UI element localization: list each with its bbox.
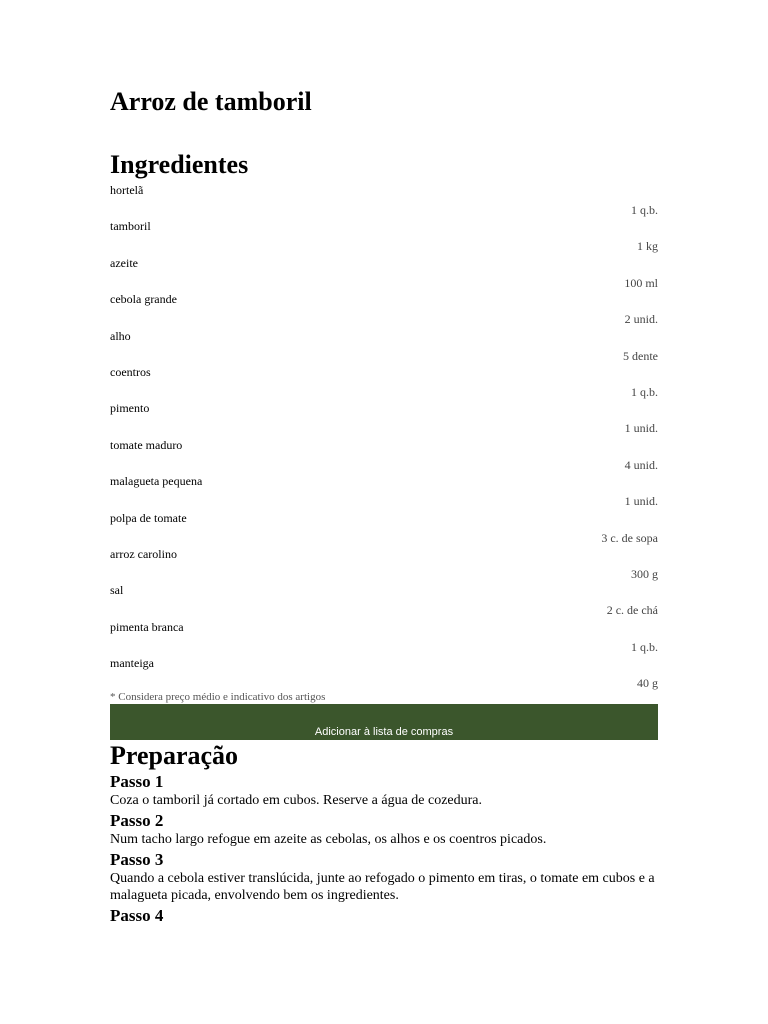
preparation-steps xyxy=(110,772,658,926)
ingredient-name: azeite xyxy=(110,255,138,270)
ingredient-name: pimento xyxy=(110,401,150,416)
ingredient-row xyxy=(110,438,658,474)
ingredient-row xyxy=(110,511,658,547)
ingredient-row xyxy=(110,292,658,328)
price-note: * Considera preço médio e indicativo dos artigos xyxy=(110,691,326,703)
ingredient-quantity: 2 unid. xyxy=(624,312,658,327)
ingredient-quantity: 1 q.b. xyxy=(631,203,658,217)
ingredient-quantity: 1 unid. xyxy=(624,421,658,436)
ingredient-quantity: 2 c. de chá xyxy=(606,603,658,618)
ingredient-row xyxy=(110,401,658,437)
ingredient-quantity: 1 kg xyxy=(637,239,658,254)
recipe-title: Arroz de tamboril xyxy=(110,87,312,116)
step-item xyxy=(110,811,658,848)
add-to-shopping-list-button[interactable] xyxy=(110,704,658,740)
ingredient-row xyxy=(110,620,658,656)
ingredient-name: alho xyxy=(110,328,131,343)
step-text: Quando a cebola estiver translúcida, junte ao refogado o pimento em tiras, o tomate em cubos e a malagueta picada, envolvendo bem os ingredientes. xyxy=(110,871,655,903)
ingredients-heading: Ingredientes xyxy=(110,150,249,179)
ingredient-quantity: 4 unid. xyxy=(624,457,658,472)
ingredient-quantity: 300 g xyxy=(631,566,658,581)
ingredient-quantity: 3 c. de sopa xyxy=(601,530,658,545)
ingredient-name: tamboril xyxy=(110,219,151,234)
ingredient-name: malagueta pequena xyxy=(110,474,203,489)
ingredient-name: manteiga xyxy=(110,656,154,671)
ingredient-row xyxy=(110,365,658,401)
ingredient-quantity: 100 ml xyxy=(624,275,658,290)
ingredient-name: hortelã xyxy=(110,183,144,197)
ingredient-row xyxy=(110,583,658,619)
ingredient-row xyxy=(110,256,658,292)
ingredient-row xyxy=(110,474,658,510)
ingredient-name: tomate maduro xyxy=(110,437,183,452)
preparation-heading: Preparação xyxy=(110,741,239,770)
step-title: Passo 1 xyxy=(110,772,164,791)
step-text: Num tacho largo refogue em azeite as cebolas, os alhos e os coentros picados. xyxy=(110,832,547,847)
ingredient-quantity: 5 dente xyxy=(623,348,658,363)
ingredient-row xyxy=(110,656,658,692)
step-item xyxy=(110,850,658,904)
ingredient-name: polpa de tomate xyxy=(110,510,187,525)
ingredient-row xyxy=(110,219,658,255)
ingredient-quantity: 1 q.b. xyxy=(631,639,658,654)
step-item xyxy=(110,906,658,926)
ingredient-quantity: 1 q.b. xyxy=(631,384,658,399)
ingredient-quantity: 1 unid. xyxy=(624,494,658,509)
ingredient-row xyxy=(110,183,658,219)
step-title: Passo 3 xyxy=(110,850,164,869)
ingredient-name: pimenta branca xyxy=(110,619,184,634)
add-to-shopping-list-label: Adicionar à lista de compras xyxy=(314,726,454,738)
ingredient-name: arroz carolino xyxy=(110,546,177,561)
step-text: Coza o tamboril já cortado em cubos. Reserve a água de cozedura. xyxy=(110,793,483,808)
ingredient-quantity: 40 g xyxy=(637,676,658,691)
step-item xyxy=(110,772,658,809)
step-title: Passo 4 xyxy=(110,906,164,925)
step-title: Passo 2 xyxy=(110,811,164,830)
ingredients-list xyxy=(110,183,658,692)
ingredient-name: cebola grande xyxy=(110,292,177,307)
ingredient-name: coentros xyxy=(110,364,151,379)
ingredient-row xyxy=(110,329,658,365)
ingredient-row xyxy=(110,547,658,583)
ingredient-name: sal xyxy=(110,583,124,598)
